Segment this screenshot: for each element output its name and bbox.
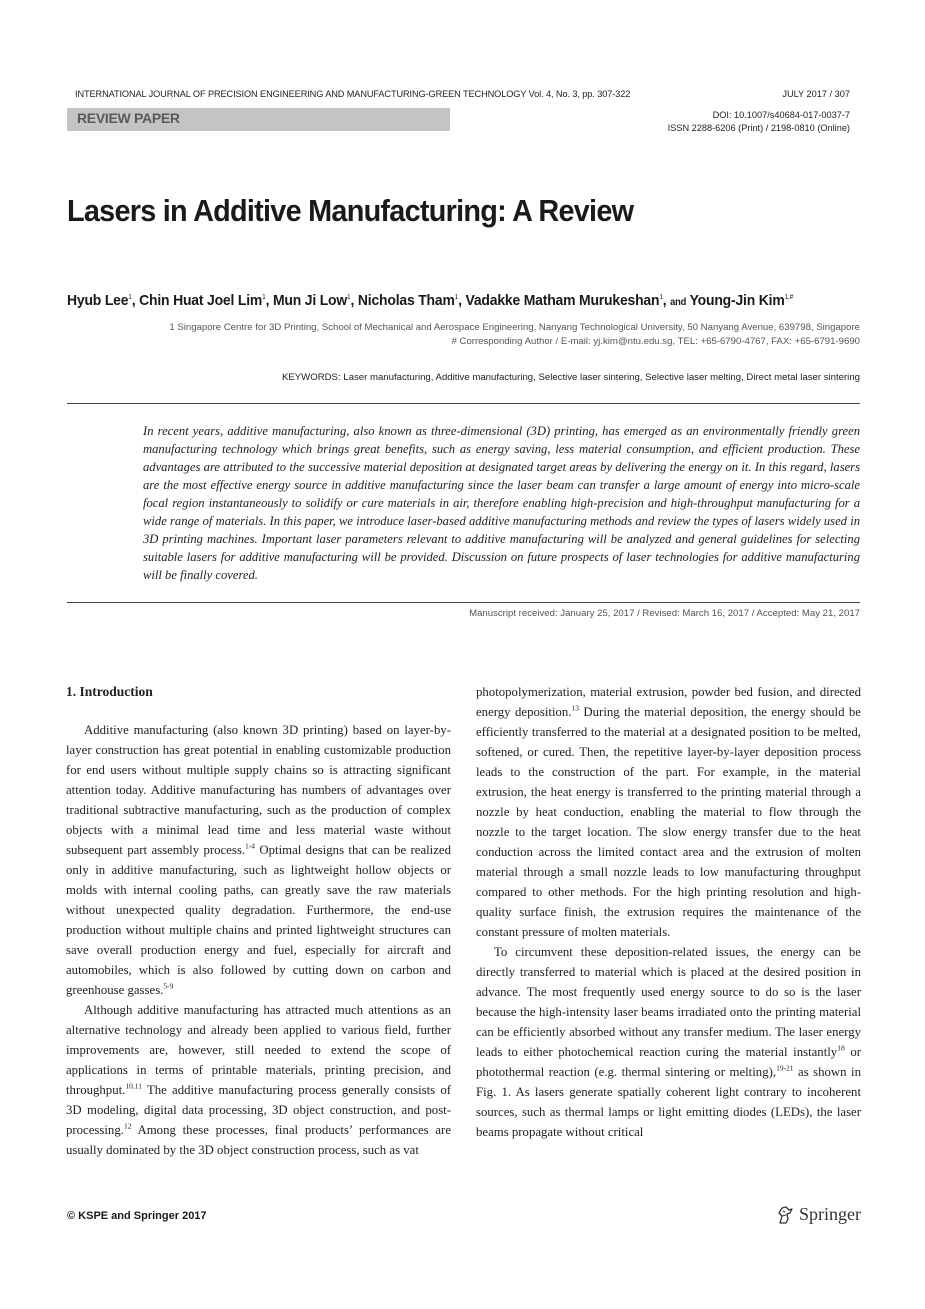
journal-citation: INTERNATIONAL JOURNAL OF PRECISION ENGINEERING AND MANUFACTURING-GREEN TECHNOLOGY Vol. 4, No. 3, pp. 307-322	[75, 89, 631, 99]
text-run: Among these processes, final products’ performances are usually dominated by the 3D object construction process, such as vat	[66, 1123, 451, 1157]
author-conjunction: and	[670, 297, 687, 308]
author-name[interactable]: Hyub Lee	[67, 292, 129, 309]
text-run: or photothermal reaction (e.g. thermal sintering or melting),	[476, 1045, 861, 1079]
text-run: photopolymerization, material extrusion, powder bed fusion, and directed energy deposition.	[476, 685, 861, 719]
doi[interactable]: DOI: 10.1007/s40684-017-0037-7	[712, 110, 850, 120]
text-run: Additive manufacturing (also known 3D printing) based on layer-by-layer construction has great potential in enabling customizable production for end users without multiple supply chains so is attracting significant attention today. Additive manufacturing has numbers of advantages over traditional subtractive manufacturing, such as the production of complex objects with a minimal lead time and less material waste without subsequent part assembly process.	[66, 723, 451, 857]
body-column-left	[66, 682, 451, 1160]
body-column-right	[476, 682, 861, 1142]
author-name[interactable]: Mun Ji Low	[272, 292, 348, 309]
keywords: KEYWORDS: Laser manufacturing, Additive manufacturing, Selective laser sintering, Selective laser melting, Direct metal laser sintering	[281, 372, 860, 383]
issue-date: JULY 2017 / 307	[782, 89, 850, 99]
citation-ref[interactable]: 19-21	[776, 1063, 794, 1073]
author-list: Hyub Lee$^1$, Chin Huat Joel Lim$^1$, Mun Ji Low$^1$, Nicholas Tham$^1$, Vadakke Matham Murukeshan$^1$, and Young-Jin Kim$^{1,\#}$	[67, 292, 794, 309]
author-name[interactable]: Nicholas Tham	[357, 292, 455, 309]
copyright: © KSPE and Springer 2017	[67, 1210, 207, 1222]
citation-ref[interactable]: 10,11	[125, 1081, 142, 1091]
issn: ISSN 2288-6206 (Print) / 2198-0810 (Online)	[667, 123, 850, 133]
affiliation-mark: 1	[128, 294, 132, 301]
citation-ref[interactable]: 18	[837, 1043, 845, 1053]
affiliation-mark: 1	[347, 294, 351, 301]
divider	[67, 403, 860, 404]
affiliation-mark: 1,#	[784, 294, 794, 301]
citation-ref[interactable]: 5-9	[163, 981, 174, 991]
paragraph	[476, 942, 861, 1142]
paper-type-label: REVIEW PAPER	[77, 110, 180, 126]
citation-ref[interactable]: 12	[123, 1121, 132, 1131]
paragraph	[476, 682, 861, 942]
affiliation-mark: 1	[659, 294, 663, 301]
author-name[interactable]: Vadakke Matham Murukeshan	[465, 292, 660, 309]
citation-ref[interactable]: 1-4	[245, 841, 256, 851]
springer-horse-icon	[775, 1205, 795, 1225]
text-run: To circumvent these deposition-related issues, the energy can be directly transferred to material which is placed at the desired position in advance. The most frequently used energy source to do so is the laser because the high-intensity laser beams irradiated onto the printing material can be efficiently absorbed without any transfer medium. The laser energy leads to either photochemical reaction curing the material instantly	[476, 945, 861, 1059]
text-run: The additive manufacturing process generally consists of 3D modeling, digital data processing, 3D object construction, and post-processing.	[66, 1083, 451, 1137]
corresponding-author: # Corresponding Author / E-mail: yj.kim@ntu.edu.sg, TEL: +65-6790-4767, FAX: +65-6791-9690	[451, 336, 860, 347]
affiliation-mark: 1	[454, 294, 459, 301]
author-name[interactable]: Young-Jin Kim	[689, 292, 785, 309]
publisher-name: Springer	[799, 1204, 861, 1224]
paragraph	[66, 1000, 451, 1160]
author-name[interactable]: Chin Huat Joel Lim	[139, 292, 263, 309]
divider	[67, 602, 860, 603]
section-heading: 1. Introduction	[66, 684, 153, 699]
manuscript-dates: Manuscript received: January 25, 2017 / Revised: March 16, 2017 / Accepted: May 21, 2017	[469, 608, 860, 619]
abstract: In recent years, additive manufacturing, also known as three-dimensional (3D) printing, has emerged as an environmentally friendly green manufacturing technology which brings great benefits, such as energy saving, less material consumption, and efficient production. These advantages are attributed to the successive material deposition at designated target areas by delivering the energy on it. In this regard, lasers are the most effective energy source in additive manufacturing since the laser beam can transfer a large amount of energy into micro-scale focal region instantaneously to solidify or cure materials in air, therefore enabling high-precision and high-throughput manufacturing for a wide range of materials. In this paper, we introduce laser-based additive manufacturing methods and review the types of lasers widely used in 3D printing machines. Important laser parameters relevant to additive manufacturing will be analyzed and general guidelines for selecting suitable lasers for additive manufacturing will be provided. Discussion on future prospects of laser technologies for additive manufacturing will be finally covered.	[143, 424, 860, 582]
text-run: Although additive manufacturing has attracted much attentions as an alternative technology and already been applied to various field, further improvements are, however, still needed to extend the scope of applications in terms of printable materials, printing precision, and throughput.	[66, 1003, 451, 1097]
publisher-logo[interactable]	[775, 1204, 861, 1225]
affiliation: 1 Singapore Centre for 3D Printing, School of Mechanical and Aerospace Engineering, Nanyang Technological University, 50 Nanyang Avenue, 639798, Singapore	[169, 322, 860, 333]
text-run: During the material deposition, the energy should be efficiently transferred to the material at a designated position to be melted, softened, or cured. Then, the repetitive layer-by-layer deposition process leads to the construction of the part. For example, in the material extrusion, the heat energy is transferred to the printing material through a nozzle by heat conduction, enabling the material to flow through the nozzle to the target location. The slow energy transfer due to the heat conduction across the limited contact area and the extrusion of molten material through a small nozzle leads to low manufacturing throughput compared to other methods. For the high printing resolution and high-quality surface finish, the extrusion requires the maintenance of the constant pressure of molten materials.	[476, 705, 861, 939]
text-run: as shown in Fig. 1. As lasers generate spatially coherent light contrary to incoherent sources, such as thermal lamps or light emitting diodes (LEDs), the laser beams propagate without critical	[476, 1065, 861, 1139]
paper-title: Lasers in Additive Manufacturing: A Review	[67, 193, 634, 228]
text-run: Optimal designs that can be realized only in additive manufacturing, such as lightweight hollow objects or molds with internal cooling paths, can greatly save the raw materials without unexpected quality degradation. Furthermore, the end-use production without multiple chains and printed lightweight structures can save overall production energy and fuel, especially for aircraft and automobiles, which is also followed by cutting down on carbon and greenhouse gasses.	[66, 843, 451, 997]
affiliation-mark: 1	[262, 294, 266, 301]
citation-ref[interactable]: 13	[571, 703, 580, 713]
paragraph	[66, 720, 451, 1000]
